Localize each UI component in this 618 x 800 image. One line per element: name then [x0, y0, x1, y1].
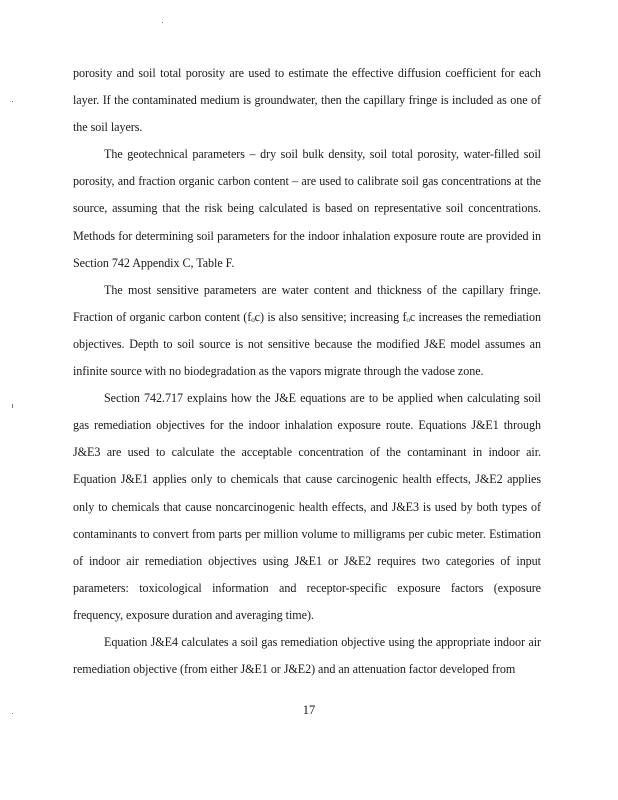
- paragraph-geotechnical-parameters: The geotechnical parameters – dry soil bulk density, soil total porosity, water-filled soil porosity, and fraction organic carbon content – are used to calibrate soil gas concentrations at the source, assuming that the risk being calculated is based on representative soil concentrations. Methods for determining soil parameters for the indoor inhalation exposure route are provided in Section 742 Appendix C, Table F.: [73, 147, 541, 270]
- scan-speck: [12, 101, 13, 102]
- paragraph-sensitive-parameters: The most sensitive parameters are water content and thickness of the capillary fringe. Fraction of organic carbon content (fₒc) is also sensitive; increasing fₒc increases the remediation objectives. Depth to soil source is not sensitive because the modified J&E model assumes an infinite source with no biodegradation as the vapors migrate through the vadose zone.: [73, 282, 541, 379]
- paragraph-section-742-717: Section 742.717 explains how the J&E equations are to be applied when calculating soil gas remediation objectives for the indoor inhalation exposure route. Equations J&E1 through J&E3 are used to calculate the acceptable concentration of the contaminant in indoor air. Equation J&E1 applies only to chemicals that cause carcinogenic health effects, J&E2 applies only to chemicals that cause noncarcinogenic health effects, and J&E3 is used by both types of contaminants to convert from parts per million volume to milligrams per cubic meter. Estimation of indoor air remediation objectives using J&E1 or J&E2 requires two categories of input parameters: toxicological information and receptor-specific exposure factors (exposure frequency, exposure duration and averaging time).: [73, 391, 541, 622]
- paragraph-equation-je4: Equation J&E4 calculates a soil gas remediation objective using the appropriate indoor air remediation objective (from either J&E1 or J&E2) and an attenuation factor developed from: [73, 634, 541, 677]
- scan-speck: [12, 713, 13, 714]
- paragraph-continued: porosity and soil total porosity are used to estimate the effective diffusion coefficient for each layer. If the contaminated medium is groundwater, then the capillary fringe is included as one of the soil layers.: [73, 66, 541, 135]
- page-number: 17: [302, 703, 316, 717]
- scan-speck: [162, 22, 163, 23]
- body-text: [73, 60, 541, 683]
- scan-speck: [12, 404, 13, 408]
